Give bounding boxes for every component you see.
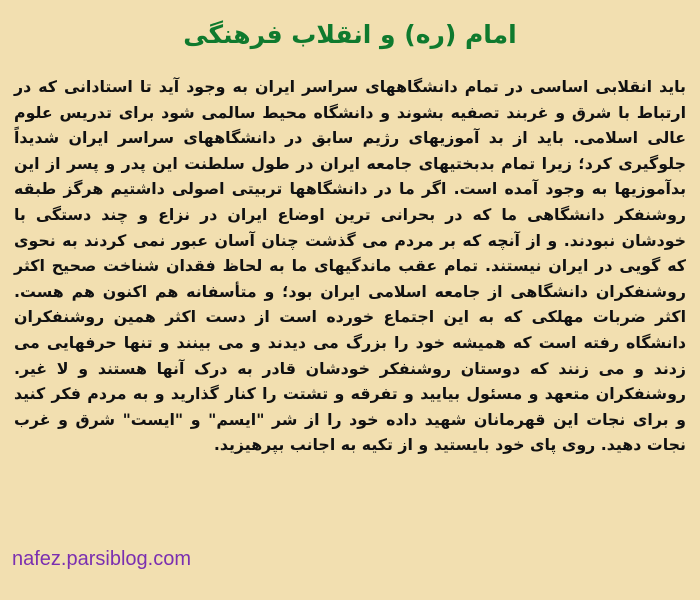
page-title: امام (ره) و انقلاب فرهنگی bbox=[183, 20, 517, 49]
article-body: باید انقلابی اساسی در تمام دانشگاههای سراسر ایران به وجود آید تا استادانی که در ارتباط با شرق و غربند تصفیه بشوند و دانشگاه محیط سالمی شود برای تدریس علوم عالی اسلامی. باید از بد آموزیهای رژیم سابق در دانشگاههای سراسر ایران شدیداً جلوگیری کرد؛ زیرا تمام بدبختیهای جامعه ایران در طول سلطنت این پدر و پسر از این بدآموزیها به وجود آمده است. اگر ما در دانشگاهها تربیتی اصولی داشتیم هرگز طبقه روشنفکر دانشگاهی ما که در بحرانی ترین اوضاع ایران در نزاع و چند دستگی با خودشان نبودند. و از آنچه که بر مردم می گذشت چنان آسان عبور نمی کردند به نحوی که گویی در ایران نیستند. تمام عقب ماندگیهای ما به لحاظ فقدان شناخت صحیح اکثر روشنفکران دانشگاهی از جامعه اسلامی ایران بود؛ و متأسفانه هم اکنون هم هست. اکثر ضربات مهلکی که به این اجتماع خورده است از دست اکثر همین روشنفکران دانشگاه رفته است که همیشه خود را بزرگ می دیدند و می بینند و تنها حرفهایی می زدند و می زنند که دوستان روشنفکر خودشان قادر به درک آنها هستند و لا غیر. روشنفکران متعهد و مسئول بیایید و تفرقه و تشتت را کنار گذارید و به مردم فکر کنید و برای نجات این قهرمانان شهید داده خود را از شر "ایسم" و "ایست" شرق و غرب نجات دهید. روی پای خود بایستید و از تکیه به اجانب بپرهیزید. bbox=[14, 77, 686, 455]
source-link[interactable]: nafez.parsiblog.com bbox=[12, 548, 191, 570]
